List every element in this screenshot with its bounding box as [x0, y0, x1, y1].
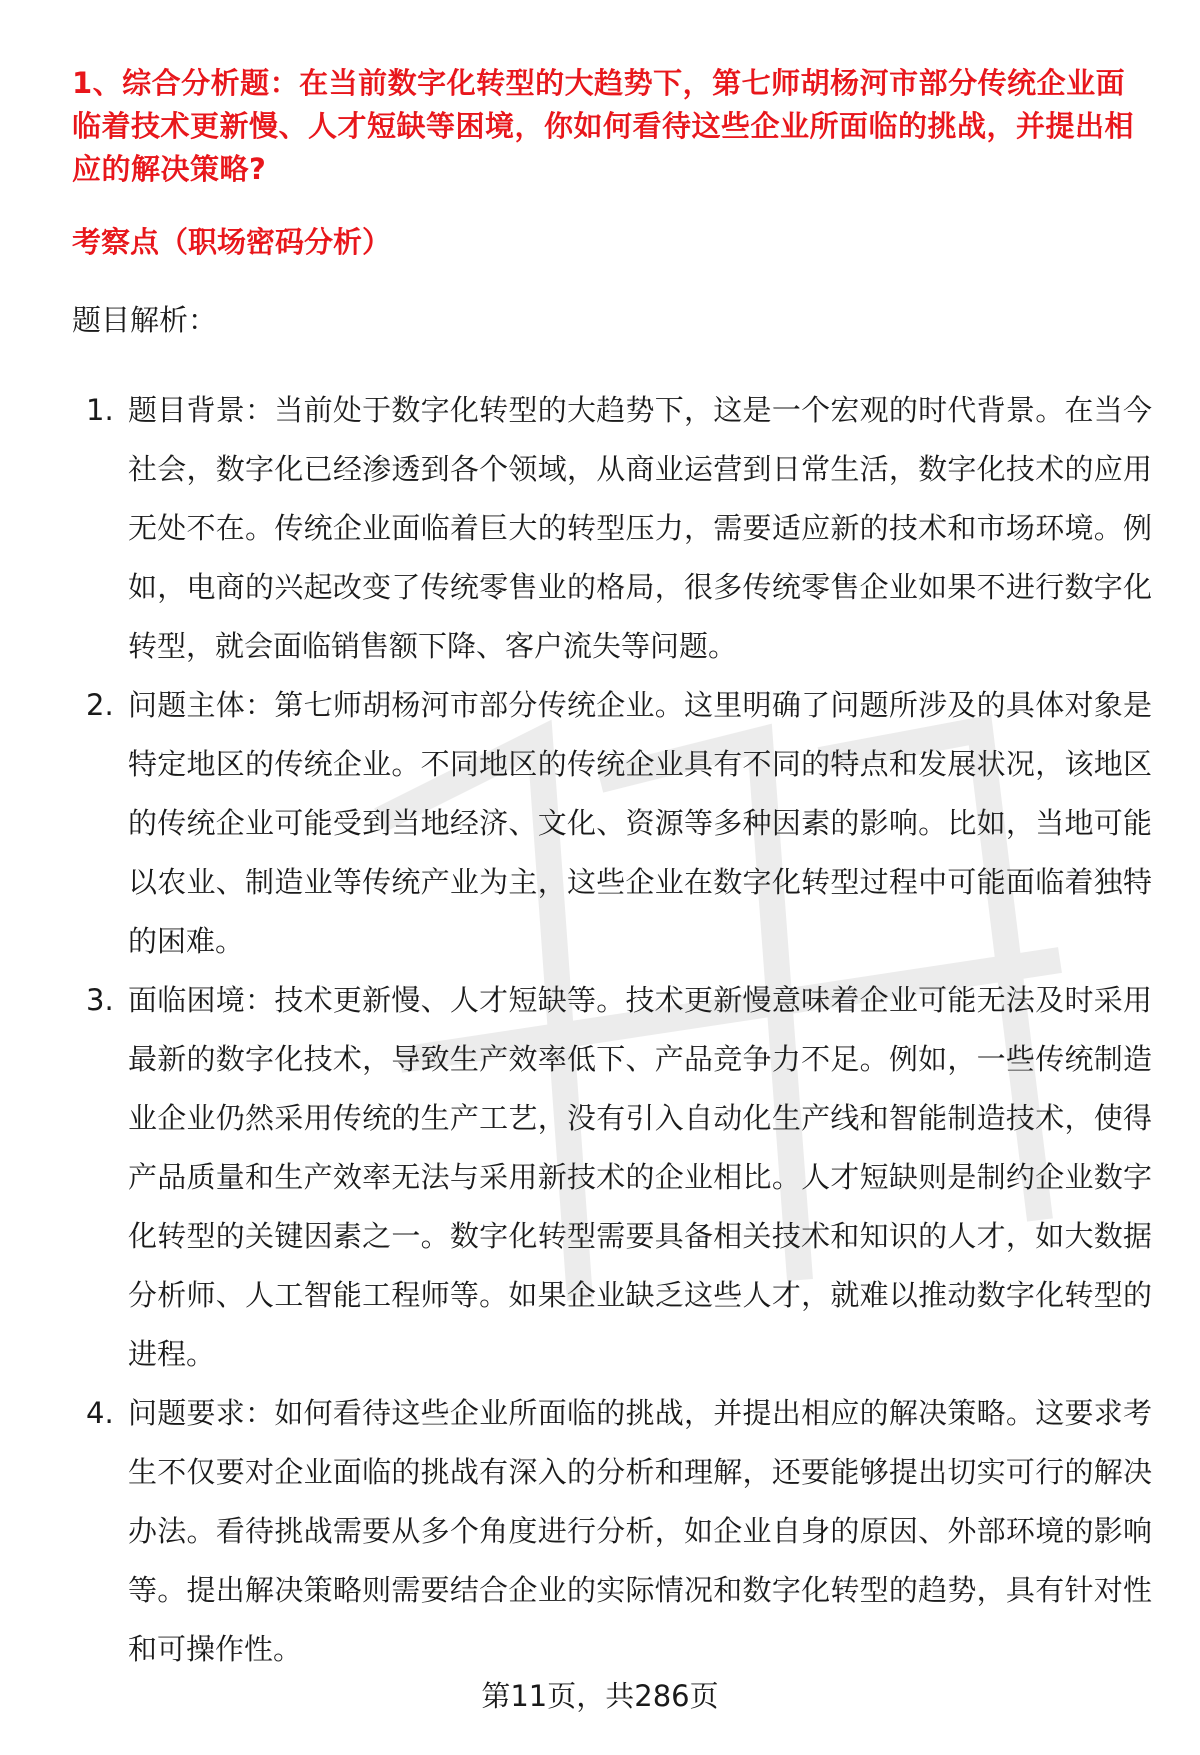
analysis-list — [72, 381, 1152, 1679]
list-item-text: 问题要求：如何看待这些企业所面临的挑战，并提出相应的解决策略。这要求考生不仅要对企业面临的挑战有深入的分析和理解，还要能够提出切实可行的解决办法。看待挑战需要从多个角度进行分析，如企业自身的原因、外部环境的影响等。提出解决策略则需要结合企业的实际情况和数字化转型的趋势，具有针对性和可操作性。 — [128, 1396, 1152, 1666]
list-item-text: 题目背景：当前处于数字化转型的大趋势下，这是一个宏观的时代背景。在当今社会，数字化已经渗透到各个领域，从商业运营到日常生活，数字化技术的应用无处不在。传统企业面临着巨大的转型压力，需要适应新的技术和市场环境。例如，电商的兴起改变了传统零售业的格局，很多传统零售企业如果不进行数字化转型，就会面临销售额下降、客户流失等问题。 — [128, 393, 1152, 663]
list-item-number: 3. — [86, 983, 114, 1017]
list-item-text: 问题主体：第七师胡杨河市部分传统企业。这里明确了问题所涉及的具体对象是特定地区的传统企业。不同地区的传统企业具有不同的特点和发展状况，该地区的传统企业可能受到当地经济、文化、资源等多种因素的影响。比如，当地可能以农业、制造业等传统产业为主，这些企业在数字化转型过程中可能面临着独特的困难。 — [128, 688, 1152, 958]
list-item — [72, 1384, 1152, 1679]
list-item-number: 2. — [86, 688, 114, 722]
analysis-label: 题目解析： — [72, 303, 218, 337]
list-item-text: 面临困境：技术更新慢、人才短缺等。技术更新慢意味着企业可能无法及时采用最新的数字化技术，导致生产效率低下、产品竞争力不足。例如，一些传统制造业企业仍然采用传统的生产工艺，没有引入自动化生产线和智能制造技术，使得产品质量和生产效率无法与采用新技术的企业相比。人才短缺则是制约企业数字化转型的关键因素之一。数字化转型需要具备相关技术和知识的人才，如大数据分析师、人工智能工程师等。如果企业缺乏这些人才，就难以推动数字化转型的进程。 — [128, 983, 1152, 1371]
list-item — [72, 971, 1152, 1384]
question-title: 1、综合分析题：在当前数字化转型的大趋势下，第七师胡杨河市部分传统企业面临着技术更新慢、人才短缺等困境，你如何看待这些企业所面临的挑战，并提出相应的解决策略? — [72, 66, 1135, 186]
list-item-number: 4. — [86, 1396, 114, 1430]
page-number-footer: 第11页，共286页 — [481, 1679, 719, 1713]
exam-point-heading: 考察点（职场密码分析） — [72, 225, 392, 259]
list-item — [72, 381, 1152, 676]
list-item-number: 1. — [86, 393, 114, 427]
list-item — [72, 676, 1152, 971]
